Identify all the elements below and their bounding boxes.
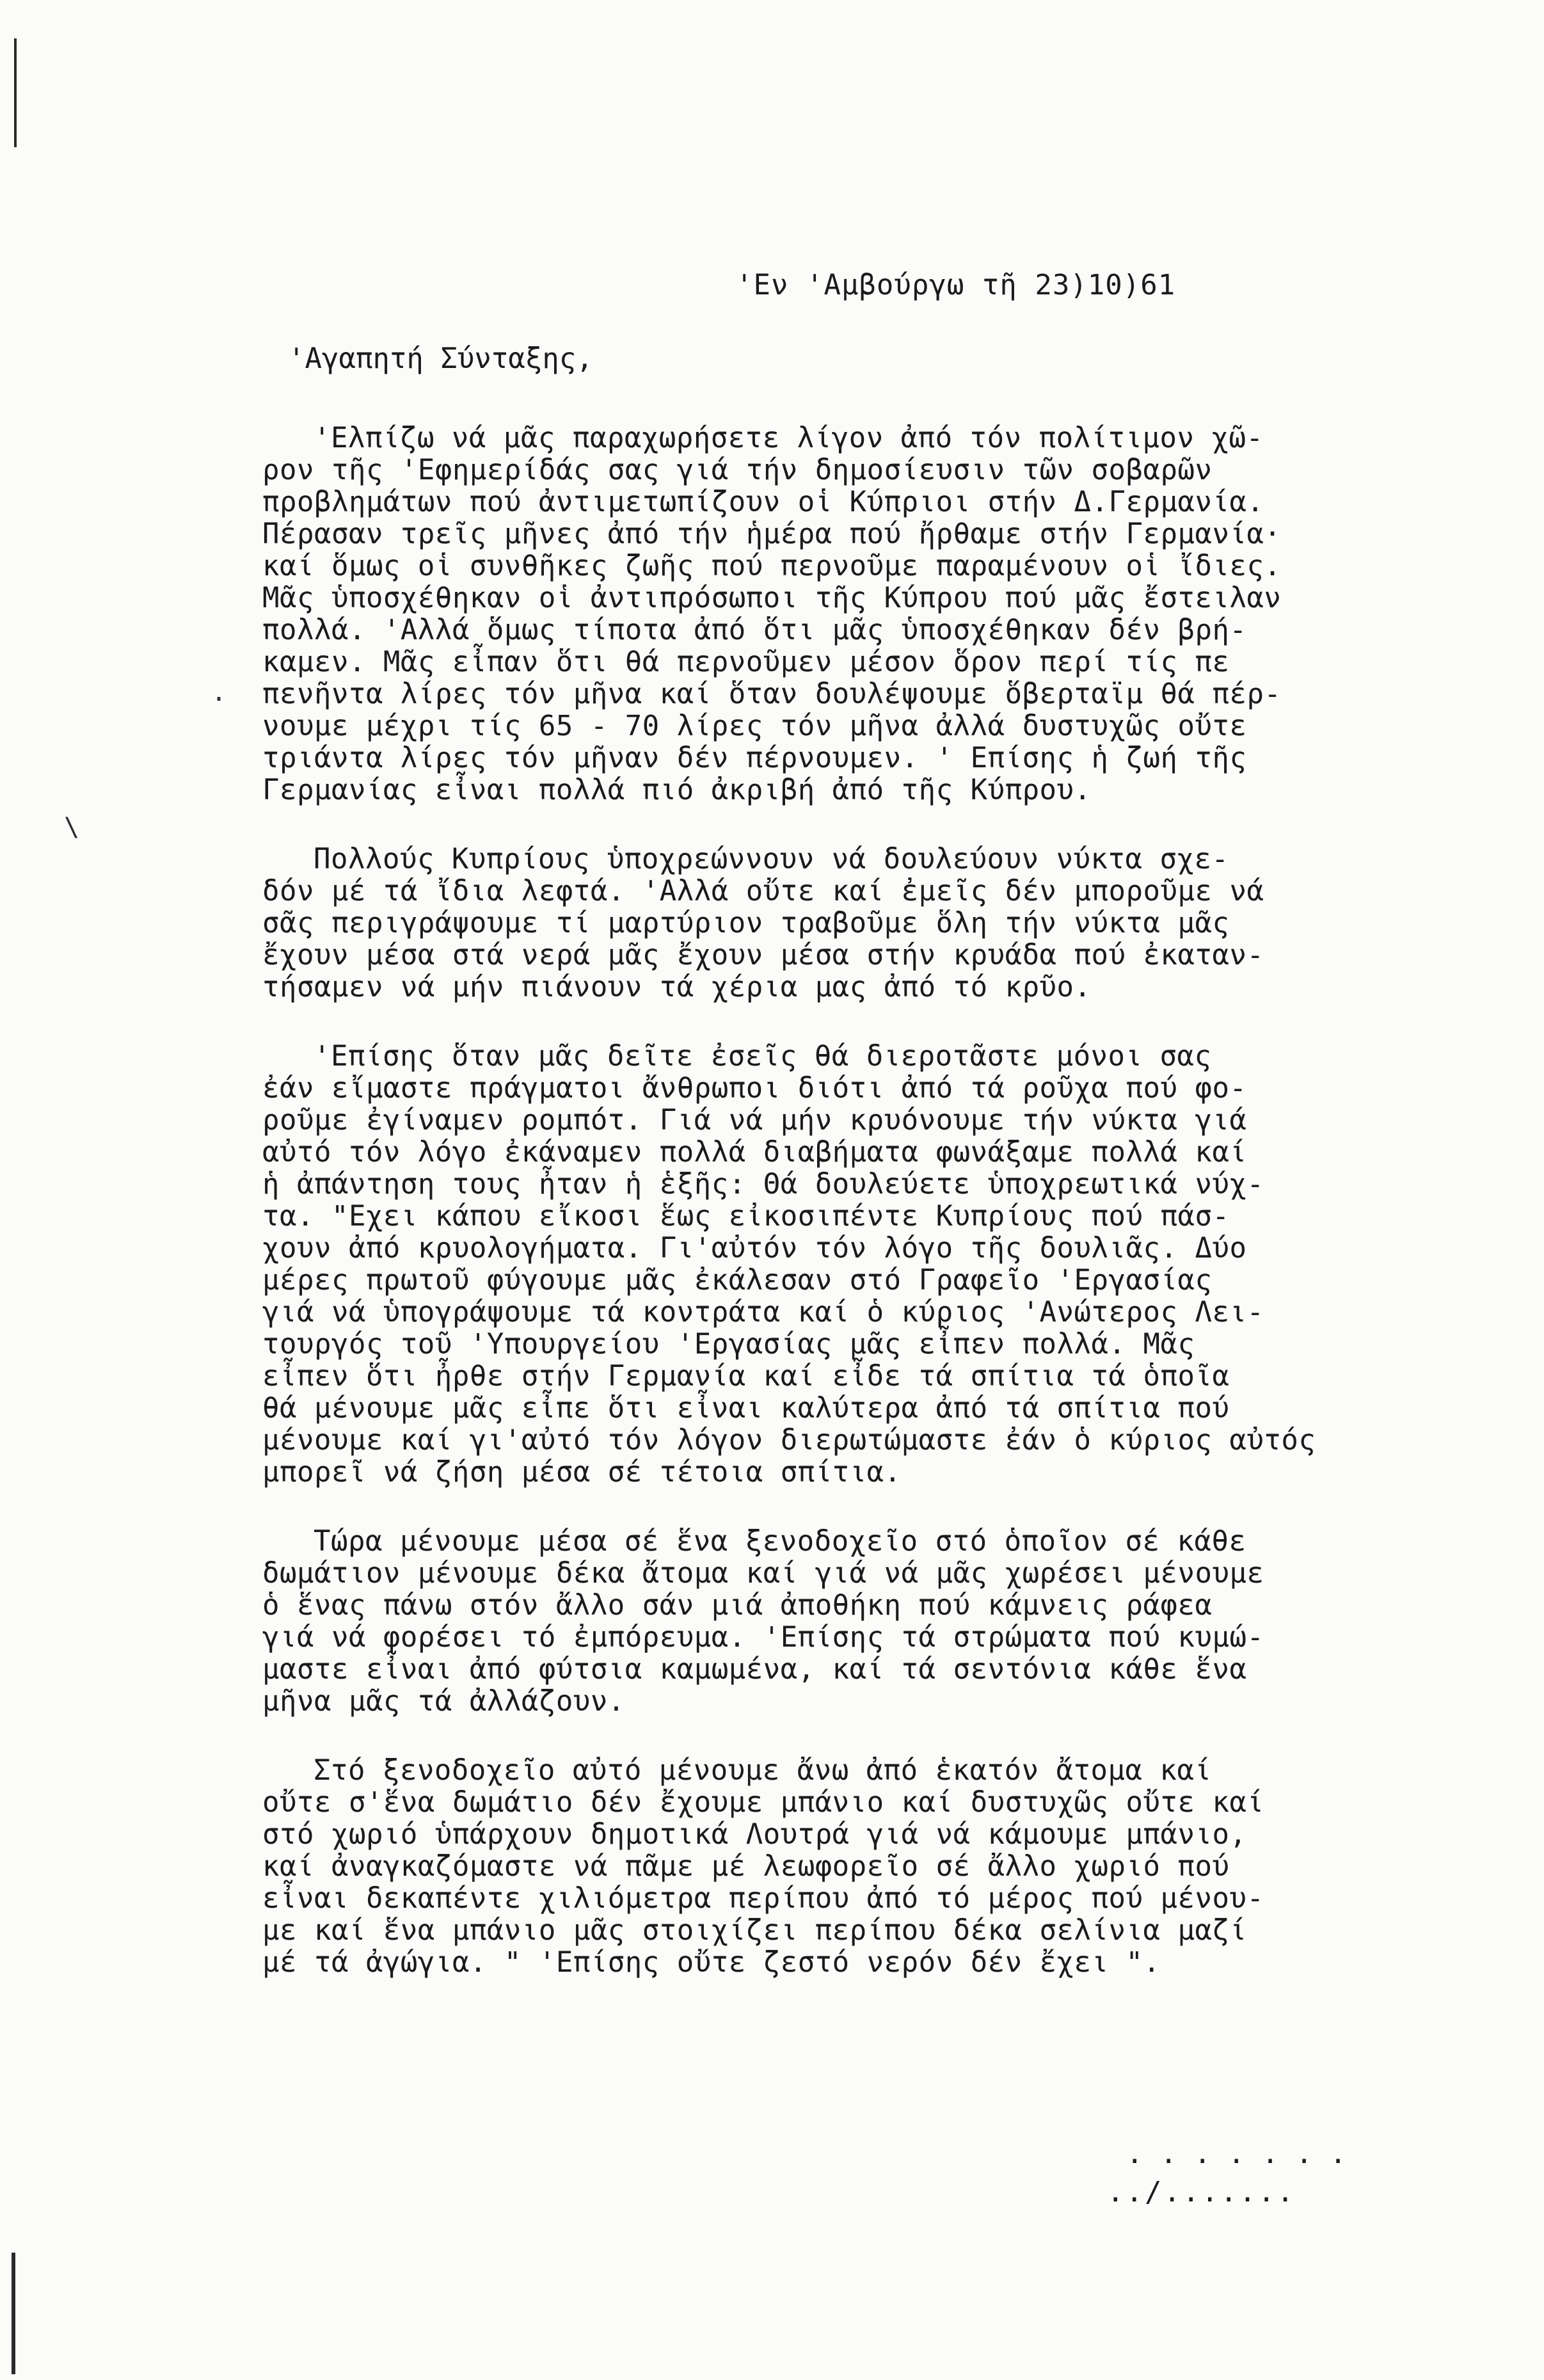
text-line: τα. "Εχει κάπου εἴκοσι ἕως εἰκοσιπέντε Κυπρίους πού πάσ- (262, 1200, 1230, 1233)
binding-mark (12, 2253, 15, 2374)
text-line: Πολλούς Κυπρίους ὑποχρεώννουν νά δουλεύουν νύκτα σχε- (314, 843, 1229, 875)
text-line: Τώρα μένουμε μέσα σέ ἕνα ξενοδοχεῖο στό ὁποῖον σέ κάθε (314, 1525, 1246, 1558)
binding-mark (14, 38, 17, 147)
text-line: νουμε μέχρι τίς 65 - 70 λίρες τόν μῆνα ἀλλά δυστυχῶς οὔτε (262, 710, 1247, 742)
paragraph-2 (262, 843, 1401, 1003)
paragraph-5 (262, 1755, 1401, 1979)
text-line: γιά νά φορέσει τό ἐμπόρευμα. 'Επίσης τά στρώματα πού κυμώ- (262, 1621, 1264, 1654)
text-line: Στό ξενοδοχεῖο αὐτό μένουμε ἄνω ἀπό ἑκατόν ἄτομα καί (314, 1754, 1212, 1787)
text-line: καί ὅμως οἱ συνθῆκες ζωῆς πού περνοῦμε παραμένουν οἱ ἴδιες. (262, 550, 1282, 582)
text-line: μαστε εἶναι ἀπό φύτσια καμωμένα, καί τά σεντόνια κάθε ἕνα (262, 1653, 1247, 1686)
text-line: μπορεῖ νά ζήση μέσα σέ τέτοια σπίτια. (262, 1456, 902, 1489)
text-line: καμεν. Μᾶς εἶπαν ὅτι θά περνοῦμεν μέσον ὅρον περί τίς πε (262, 646, 1230, 678)
text-line: 'Επίσης ὅταν μᾶς δεῖτε ἐσεῖς θά διεροτᾶστε μόνοι σας (314, 1040, 1212, 1073)
text-line: τουργός τοῦ 'Υπουργείου 'Εργασίας μᾶς εἶπεν πολλά. Μᾶς (262, 1328, 1195, 1361)
text-line: Μᾶς ὑποσχέθηκαν οἱ ἀντιπρόσωποι τῆς Κύπρου πού μᾶς ἔστειλαν (262, 582, 1282, 614)
text-line: ρον τῆς 'Εφημερίδάς σας γιά τήν δημοσίευσιν τῶν σοβαρῶν (262, 454, 1213, 486)
text-line: γιά νά ὑπογράψουμε τά κοντράτα καί ὁ κύριος 'Ανώτερος Λει- (262, 1296, 1264, 1329)
text-line: στό χωριό ὑπάρχουν δημοτικά Λουτρά γιά νά κάμουμε μπάνιο, (262, 1818, 1247, 1851)
text-line: μῆνα μᾶς τά ἀλλάζουν. (262, 1685, 625, 1718)
text-line: Πέρασαν τρεῖς μῆνες ἀπό τήν ἡμέρα πού ἤρθαμε στήν Γερμανία· (262, 518, 1282, 550)
paragraph-3 (262, 1041, 1401, 1489)
text-line: εἶπεν ὅτι ἦρθε στήν Γερμανία καί εἶδε τά σπίτια τά ὁποῖα (262, 1360, 1230, 1393)
paragraph-4 (262, 1526, 1401, 1718)
text-line: θά μένουμε μᾶς εἶπε ὅτι εἶναι καλύτερα ἀπό τά σπίτια πού (262, 1392, 1230, 1425)
closing-dots: . . . . . . . (1126, 2137, 1347, 2170)
text-line: σᾶς περιγράψουμε τί μαρτύριον τραβοῦμε ὅλη τήν νύκτα μᾶς (262, 907, 1230, 939)
text-line: 'Ελπίζω νά μᾶς παραχωρήσετε λίγον ἀπό τόν πολίτιμον χῶ- (314, 422, 1264, 454)
margin-note: · (211, 685, 227, 714)
dateline: 'Εν 'Αμβούργω τῆ 23)10)61 (736, 269, 1176, 301)
text-line: δόν μέ τά ἴδια λεφτά. 'Αλλά οὔτε καί ἐμεῖς δέν μποροῦμε νά (262, 875, 1264, 907)
text-line: ὁ ἕνας πάνω στόν ἄλλο σάν μιά ἀποθήκη πού κάμνεις ράφεα (262, 1589, 1213, 1622)
text-line: Γερμανίας εἶναι πολλά πιό ἀκριβή ἀπό τῆς Κύπρου. (262, 774, 1092, 806)
text-line: ἡ ἀπάντηση τους ἦταν ἡ ἑξῆς: Θά δουλεύετε ὑποχρεωτικά νύχ- (262, 1168, 1264, 1201)
letter-body (262, 422, 1401, 2016)
text-line: πολλά. 'Αλλά ὅμως τίποτα ἀπό ὅτι μᾶς ὑποσχέθηκαν δέν βρή- (262, 614, 1247, 646)
text-line: αὐτό τόν λόγο ἐκάναμεν πολλά διαβήματα φωνάξαμε πολλά καί (262, 1136, 1247, 1169)
text-line: καί ἀναγκαζόμαστε νά πᾶμε μέ λεωφορεῖο σέ ἄλλο χωριό πού (262, 1850, 1230, 1883)
closing-mark: ../....... (1107, 2176, 1296, 2208)
text-line: ροῦμε ἐγίναμεν ρομπότ. Γιά νά μήν κρυόνουμε τήν νύκτα γιά (262, 1104, 1247, 1137)
text-line: ἔχουν μέσα στά νερά μᾶς ἔχουν μέσα στήν κρυάδα πού ἐκαταν- (262, 939, 1264, 971)
text-line: εἶναι δεκαπέντε χιλιόμετρα περίπου ἀπό τό μέρος πού μένου- (262, 1882, 1264, 1915)
text-line: προβλημάτων πού ἀντιμετωπίζουν οἱ Κύπριοι στήν Δ.Γερμανία. (262, 486, 1264, 518)
text-line: με καί ἕνα μπάνιο μᾶς στοιχίζει περίπου δέκα σελίνια μαζί (262, 1914, 1247, 1947)
text-line: πενῆντα λίρες τόν μῆνα καί ὅταν δουλέψουμε ὅβερταϊμ θά πέρ- (262, 678, 1282, 710)
salutation: 'Αγαπητή Σύνταξης, (288, 342, 593, 375)
margin-note: \ (64, 813, 80, 842)
text-line: τριάντα λίρες τόν μῆναν δέν πέρνουμεν. ' Επίσης ἡ ζωή τῆς (262, 742, 1247, 774)
text-line: μέρες πρωτοῦ φύγουμε μᾶς ἐκάλεσαν στό Γραφεῖο 'Εργασίας (262, 1264, 1213, 1297)
text-line: μέ τά ἀγώγια. " 'Επίσης οὔτε ζεστό νερόν δέν ἔχει ". (262, 1946, 1161, 1979)
text-line: χουν ἀπό κρυολογήματα. Γι'αὐτόν τόν λόγο τῆς δουλιᾶς. Δύο (262, 1232, 1247, 1265)
text-line: δωμάτιον μένουμε δέκα ἄτομα καί γιά νά μᾶς χωρέσει μένουμε (262, 1557, 1264, 1590)
text-line: οὔτε σ'ἕνα δωμάτιο δέν ἔχουμε μπάνιο καί δυστυχῶς οὔτε καί (262, 1786, 1264, 1819)
text-line: ἐάν εἴμαστε πράγματοι ἄνθρωποι διότι ἀπό τά ροῦχα πού φο- (262, 1072, 1247, 1105)
text-line: μένουμε καί γι'αὐτό τόν λόγον διερωτώμαστε ἐάν ὁ κύριος αὐτός (262, 1424, 1316, 1457)
paragraph-1 (262, 422, 1401, 806)
text-line: τήσαμεν νά μήν πιάνουν τά χέρια μας ἀπό τό κρῦο. (262, 971, 1092, 1003)
